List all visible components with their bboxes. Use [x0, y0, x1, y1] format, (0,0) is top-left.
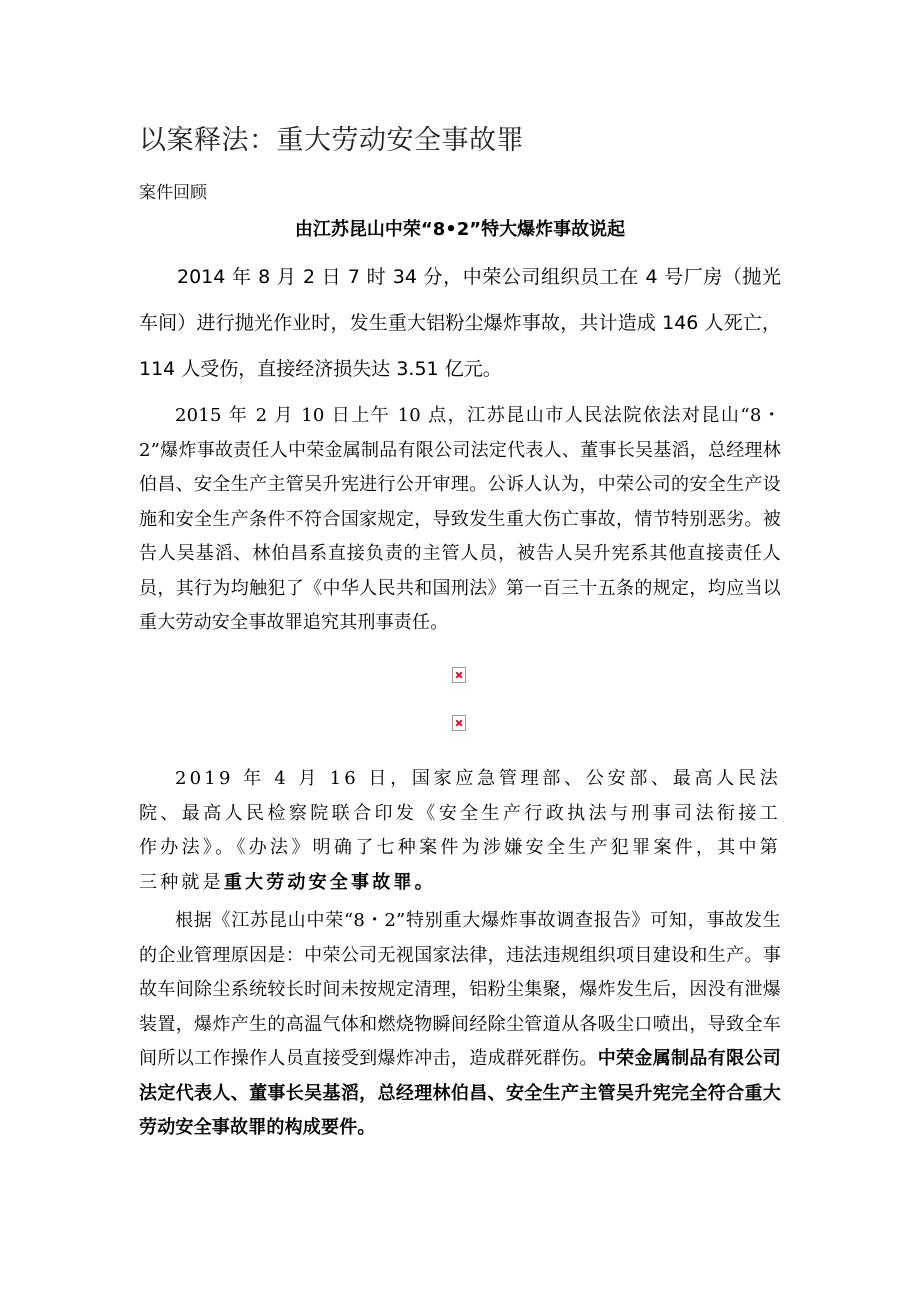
broken-image-icon [452, 667, 466, 683]
paragraph-investigation [139, 904, 781, 1146]
broken-image-icon [452, 715, 466, 731]
paragraph-regulation-text: 2019 年 4 月 16 日，国家应急管理部、公安部、最高人民法院、最高人民检察院联合印发《安全生产行政执法与刑事司法衔接工作办法》。《办法》明确了七种案件为涉嫌安全生产犯罪案件，其中第三种就是 [139, 768, 781, 893]
case-subtitle: 由江苏昆山中荣“8•2”特大爆炸事故说起 [294, 219, 626, 240]
paragraph-accident-summary: 2014 年 8 月 2 日 7 时 34 分，中荣公司组织员工在 4 号厂房（抛光车间）进行抛光作业时，发生重大铝粉尘爆炸事故，共计造成 146 人死亡，114 人受伤，直接经济损失达 3.51 亿元。 [139, 266, 781, 380]
document-title: 以案释法：重大劳动安全事故罪 [139, 125, 524, 156]
paragraph-trial: 2015 年 2 月 10 日上午 10 点，江苏昆山市人民法院依法对昆山“8・2”爆炸事故责任人中荣金属制品有限公司法定代表人、董事长吴基滔，总经理林伯昌、安全生产主管吴升宪进行公开审理。公诉人认为，中荣公司的安全生产设施和安全生产条件不符合国家规定，导致发生重大伤亡事故，情节特别恶劣。被告人吴基滔、林伯昌系直接负责的主管人员，被告人吴升宪系其他直接责任人员，其行为均触犯了《中华人民共和国刑法》第一百三十五条的规定，均应当以重大劳动安全事故罪追究其刑事责任。 [139, 405, 781, 633]
section-label: 案件回顾 [139, 183, 207, 203]
paragraph-investigation-text: 根据《江苏昆山中荣“8・2”特别重大爆炸事故调查报告》可知，事故发生的企业管理原因是：中荣公司无视国家法律，违法违规组织项目建设和生产。事故车间除尘系统较长时间未按规定清理，铝粉尘集聚，爆炸发生后，因没有泄爆装置，爆炸产生的高温气体和燃烧物瞬间经除尘管道从各吸尘口喷出，导致全车间所以工作操作人员直接受到爆炸冲击，造成群死群伤。 [139, 910, 781, 1069]
paragraph-investigation-bold: 中荣金属制品有限公司法定代表人、董事长吴基滔，总经理林伯昌、安全生产主管吴升宪完全符合重大劳动安全事故罪的构成要件。 [139, 1048, 782, 1138]
paragraph-regulation [139, 762, 781, 900]
paragraph-regulation-bold: 重大劳动安全事故罪。 [223, 871, 436, 893]
